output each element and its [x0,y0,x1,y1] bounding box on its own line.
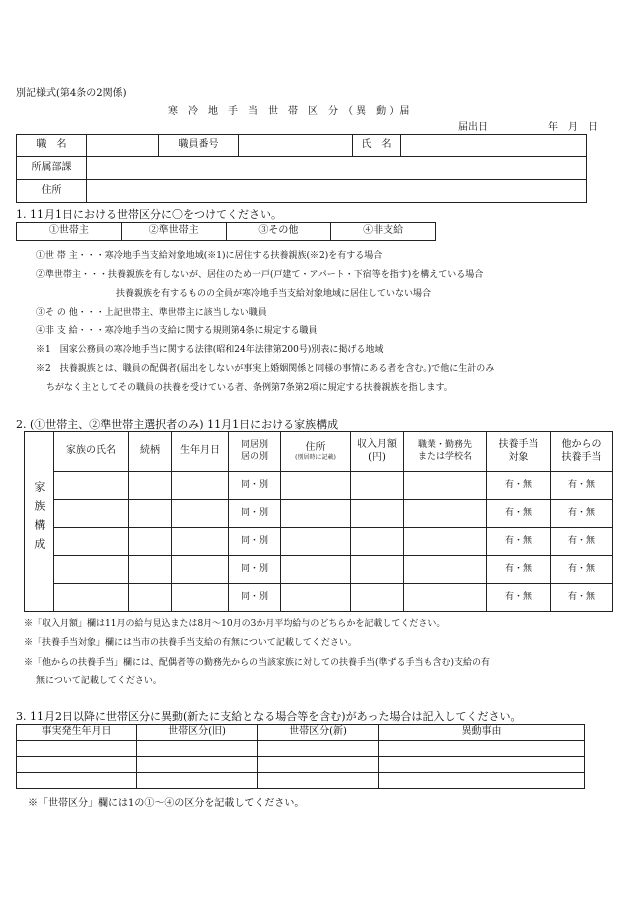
birthdate-cell[interactable] [172,556,229,584]
department-label: 所属部課 [17,157,87,180]
col-dependent-allowance [487,432,551,472]
col-address [281,432,351,472]
cohabitation-cell[interactable]: 同・別 [229,472,281,500]
address-field[interactable] [87,180,587,203]
col-dependent-line2: 対象 [508,451,529,463]
other-allowance-cell[interactable]: 有・無 [551,472,613,500]
col-other-line1: 他からの [561,439,602,450]
col-income [351,432,404,472]
family-composition-label [25,432,54,612]
section2-heading: 2. (①世帯主、②準世帯主選択者のみ) 11月1日における家族構成 [16,418,339,431]
col-change-reason: 異動事由 [379,725,585,741]
section3-note: ※「世帯区分」欄には1の①～④の区分を記載してください。 [28,798,305,809]
dependent-allowance-cell[interactable]: 有・無 [487,500,551,528]
employee-info-table [16,134,587,203]
relation-cell[interactable] [129,584,172,612]
note-line: ④非 支 給・・・寒冷地手当の支給に関する規則第4条に規定する職員 [36,326,318,336]
new-category-cell[interactable] [258,773,379,789]
note-line: ※「収入月額」欄は11月の給与見込または8月～10月の3か月平均給与のどちらかを記載してください。 [24,619,446,629]
family-name-cell[interactable] [54,500,129,528]
col-other-allowance [551,432,613,472]
option-non-payment[interactable]: ④非支給 [331,223,436,241]
col-income-line2: (円) [368,451,386,463]
note-line: ※2 扶養親族とは、職員の配偶者(届出をしないが事実上婚姻関係と同様の事情にある者を含む。)で他に生計のみ [36,364,495,374]
col-birthdate: 生年月日 [172,432,229,472]
col-new-category: 世帯区分(新) [258,725,379,741]
relation-cell[interactable] [129,528,172,556]
dependent-allowance-cell[interactable]: 有・無 [487,556,551,584]
income-cell[interactable] [351,528,404,556]
occupation-cell[interactable] [404,472,487,500]
col-family-name: 家族の氏名 [54,432,129,472]
table-row [17,773,585,789]
income-cell[interactable] [351,500,404,528]
table-row [17,757,585,773]
new-category-cell[interactable] [258,741,379,757]
relation-cell[interactable] [129,500,172,528]
address-label: 住所 [17,180,87,203]
dependent-allowance-cell[interactable]: 有・無 [487,472,551,500]
col-occurrence-date: 事実発生年月日 [17,725,137,741]
table-row [25,500,613,528]
old-category-cell[interactable] [137,773,258,789]
form-label: 別記様式(第4条の2関係) [16,88,127,99]
occupation-cell[interactable] [404,528,487,556]
birthdate-cell[interactable] [172,500,229,528]
relation-cell[interactable] [129,472,172,500]
address-cell[interactable] [281,556,351,584]
col-relation: 続柄 [129,432,172,472]
change-reason-cell[interactable] [379,773,585,789]
col-cohabitation-line1: 同居別 [240,440,268,451]
note-line: 扶養親族を有するものの全員が寒冷地手当支給対象地域に居住していない場合 [116,289,432,299]
occupation-cell[interactable] [404,584,487,612]
family-name-cell[interactable] [54,528,129,556]
department-field[interactable] [87,157,587,180]
note-line: ③そ の 他・・・上記世帯主、準世帯主に該当しない職員 [36,308,267,318]
post-label: 職 名 [17,135,87,157]
table-row [17,741,585,757]
option-household-head[interactable]: ①世帯主 [17,223,122,241]
col-income-line1: 収入月額 [357,439,397,450]
note-line: ※「他からの扶養手当」欄には、配偶者等の勤務先からの当該家族に対しての扶養手当(準ずる手当も含む)支給の有 [24,658,491,668]
option-quasi-household-head[interactable]: ②準世帯主 [121,223,226,241]
address-cell[interactable] [281,528,351,556]
income-cell[interactable] [351,584,404,612]
cohabitation-cell[interactable]: 同・別 [229,556,281,584]
household-category-options [16,222,436,241]
col-cohabitation [229,432,281,472]
col-occupation [404,432,487,472]
birthdate-cell[interactable] [172,472,229,500]
submission-date[interactable]: 届出日 年 月 日 [458,122,598,133]
occupation-cell[interactable] [404,556,487,584]
birthdate-cell[interactable] [172,584,229,612]
col-occupation-line1: 職業・勤務先 [417,440,472,451]
income-cell[interactable] [351,472,404,500]
dependent-allowance-cell[interactable]: 有・無 [487,528,551,556]
new-category-cell[interactable] [258,757,379,773]
other-allowance-cell[interactable]: 有・無 [551,500,613,528]
dependent-allowance-cell[interactable]: 有・無 [487,584,551,612]
note-line: ②準世帯主・・・扶養親族を有しないが、居住のため一戸(戸建て・アパート・下宿等を指す)を構えている場合 [36,270,484,280]
col-old-category: 世帯区分(旧) [137,725,258,741]
occupation-cell[interactable] [404,500,487,528]
table-row [25,584,613,612]
occurrence-date-cell[interactable] [17,773,137,789]
birthdate-cell[interactable] [172,528,229,556]
occurrence-date-cell[interactable] [17,757,137,773]
employee-number-label: 職員番号 [159,135,239,157]
other-allowance-cell[interactable]: 有・無 [551,556,613,584]
col-occupation-line2: または学校名 [417,451,472,462]
col-dependent-line1: 扶養手当 [498,439,539,450]
address-cell[interactable] [281,584,351,612]
section1-heading: 1. 11月1日における世帯区分に〇をつけてください。 [16,208,282,221]
other-allowance-cell[interactable]: 有・無 [551,528,613,556]
post-field[interactable] [87,135,159,157]
note-line: ①世 帯 主・・・寒冷地手当支給対象地域(※1)に居住する扶養親族(※2)を有する場合 [36,251,383,261]
relation-cell[interactable] [129,556,172,584]
family-composition-table [24,431,613,612]
note-line: ※「扶養手当対象」欄には当市の扶養手当支給の有無について記載してください。 [24,638,357,648]
change-record-table [16,724,585,789]
name-field[interactable] [401,135,587,157]
old-category-cell[interactable] [137,741,258,757]
family-composition-text: 家族構成 [32,481,46,558]
other-allowance-cell[interactable]: 有・無 [551,584,613,612]
family-name-cell[interactable] [54,472,129,500]
name-label: 氏 名 [353,135,401,157]
change-reason-cell[interactable] [379,741,585,757]
option-other[interactable]: ③その他 [226,223,331,241]
family-name-cell[interactable] [54,584,129,612]
cohabitation-cell[interactable]: 同・別 [229,500,281,528]
table-row [25,528,613,556]
address-cell[interactable] [281,500,351,528]
col-address-note: (別居時に記載) [295,454,336,461]
col-other-line2: 扶養手当 [561,451,602,463]
note-line: 無について記載してください。 [36,676,162,686]
col-cohabitation-line2: 居の別 [240,451,268,462]
employee-number-field[interactable] [239,135,353,157]
address-cell[interactable] [281,472,351,500]
section3-heading: 3. 11月2日以降に世帯区分に異動(新たに支給となる場合等を含む)があった場合は記入してください。 [16,710,522,723]
form-title: 寒 冷 地 手 当 世 帯 区 分 （ 異 動 ）届 [168,106,410,117]
table-row [25,556,613,584]
cohabitation-cell[interactable]: 同・別 [229,584,281,612]
old-category-cell[interactable] [137,757,258,773]
table-row [25,472,613,500]
note-line: ※1 国家公務員の寒冷地手当に関する法律(昭和24年法律第200号)別表に掲げる地域 [36,345,384,355]
income-cell[interactable] [351,556,404,584]
change-reason-cell[interactable] [379,757,585,773]
family-name-cell[interactable] [54,556,129,584]
note-line: ちがなく主としてその職員の扶養を受けている者、条例第7条第2項に規定する扶養親族を指します。 [46,383,453,393]
cohabitation-cell[interactable]: 同・別 [229,528,281,556]
occurrence-date-cell[interactable] [17,741,137,757]
col-address-line1: 住所 [305,441,326,453]
